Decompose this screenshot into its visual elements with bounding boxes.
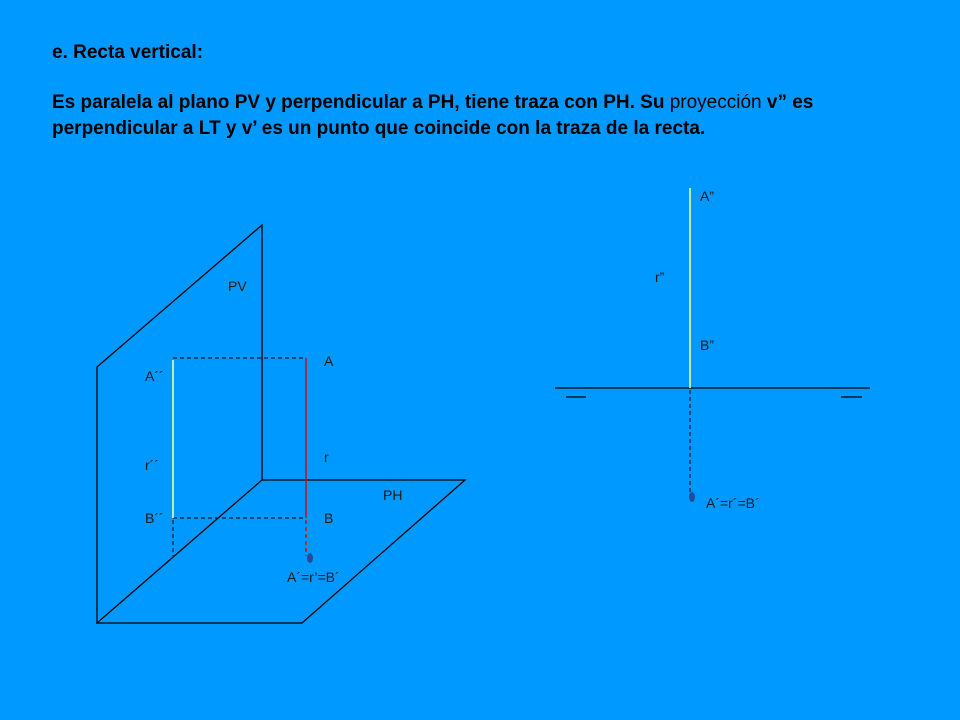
- horizontal-plane: [97, 480, 465, 623]
- trace-point: [307, 553, 313, 563]
- label-trace-dihedral: A´=r´=B´: [706, 495, 760, 511]
- section-heading: e. Recta vertical:: [52, 42, 204, 63]
- description-part-3: v” es perpendicular a LT y v’ es un punto que coincide con la traza de la recta.: [52, 92, 814, 139]
- label-a: A: [324, 353, 334, 369]
- label-b: B: [324, 510, 334, 526]
- label-ph: PH: [383, 487, 403, 503]
- label-pv: PV: [228, 278, 247, 294]
- description-part-1: Es paralela al plano PV y perpendicular a PH, tiene traza con PH. Su: [52, 92, 670, 113]
- label-trace: A´=r’=B´: [287, 569, 340, 585]
- label-a-vertical: A´´: [145, 368, 164, 384]
- label-b-vertical: B´´: [145, 510, 164, 526]
- description-part-2: proyección: [669, 92, 762, 113]
- dihedral-view: [555, 188, 870, 511]
- perspective-view: [97, 225, 465, 623]
- label-r: r: [324, 449, 329, 465]
- label-r-vertical: r´´: [145, 457, 159, 473]
- label-b-vertical-dihedral: B”: [700, 337, 714, 353]
- label-a-vertical-dihedral: A”: [700, 188, 714, 204]
- trace-point-dihedral: [689, 492, 695, 502]
- label-r-vertical-dihedral: r”: [655, 269, 665, 285]
